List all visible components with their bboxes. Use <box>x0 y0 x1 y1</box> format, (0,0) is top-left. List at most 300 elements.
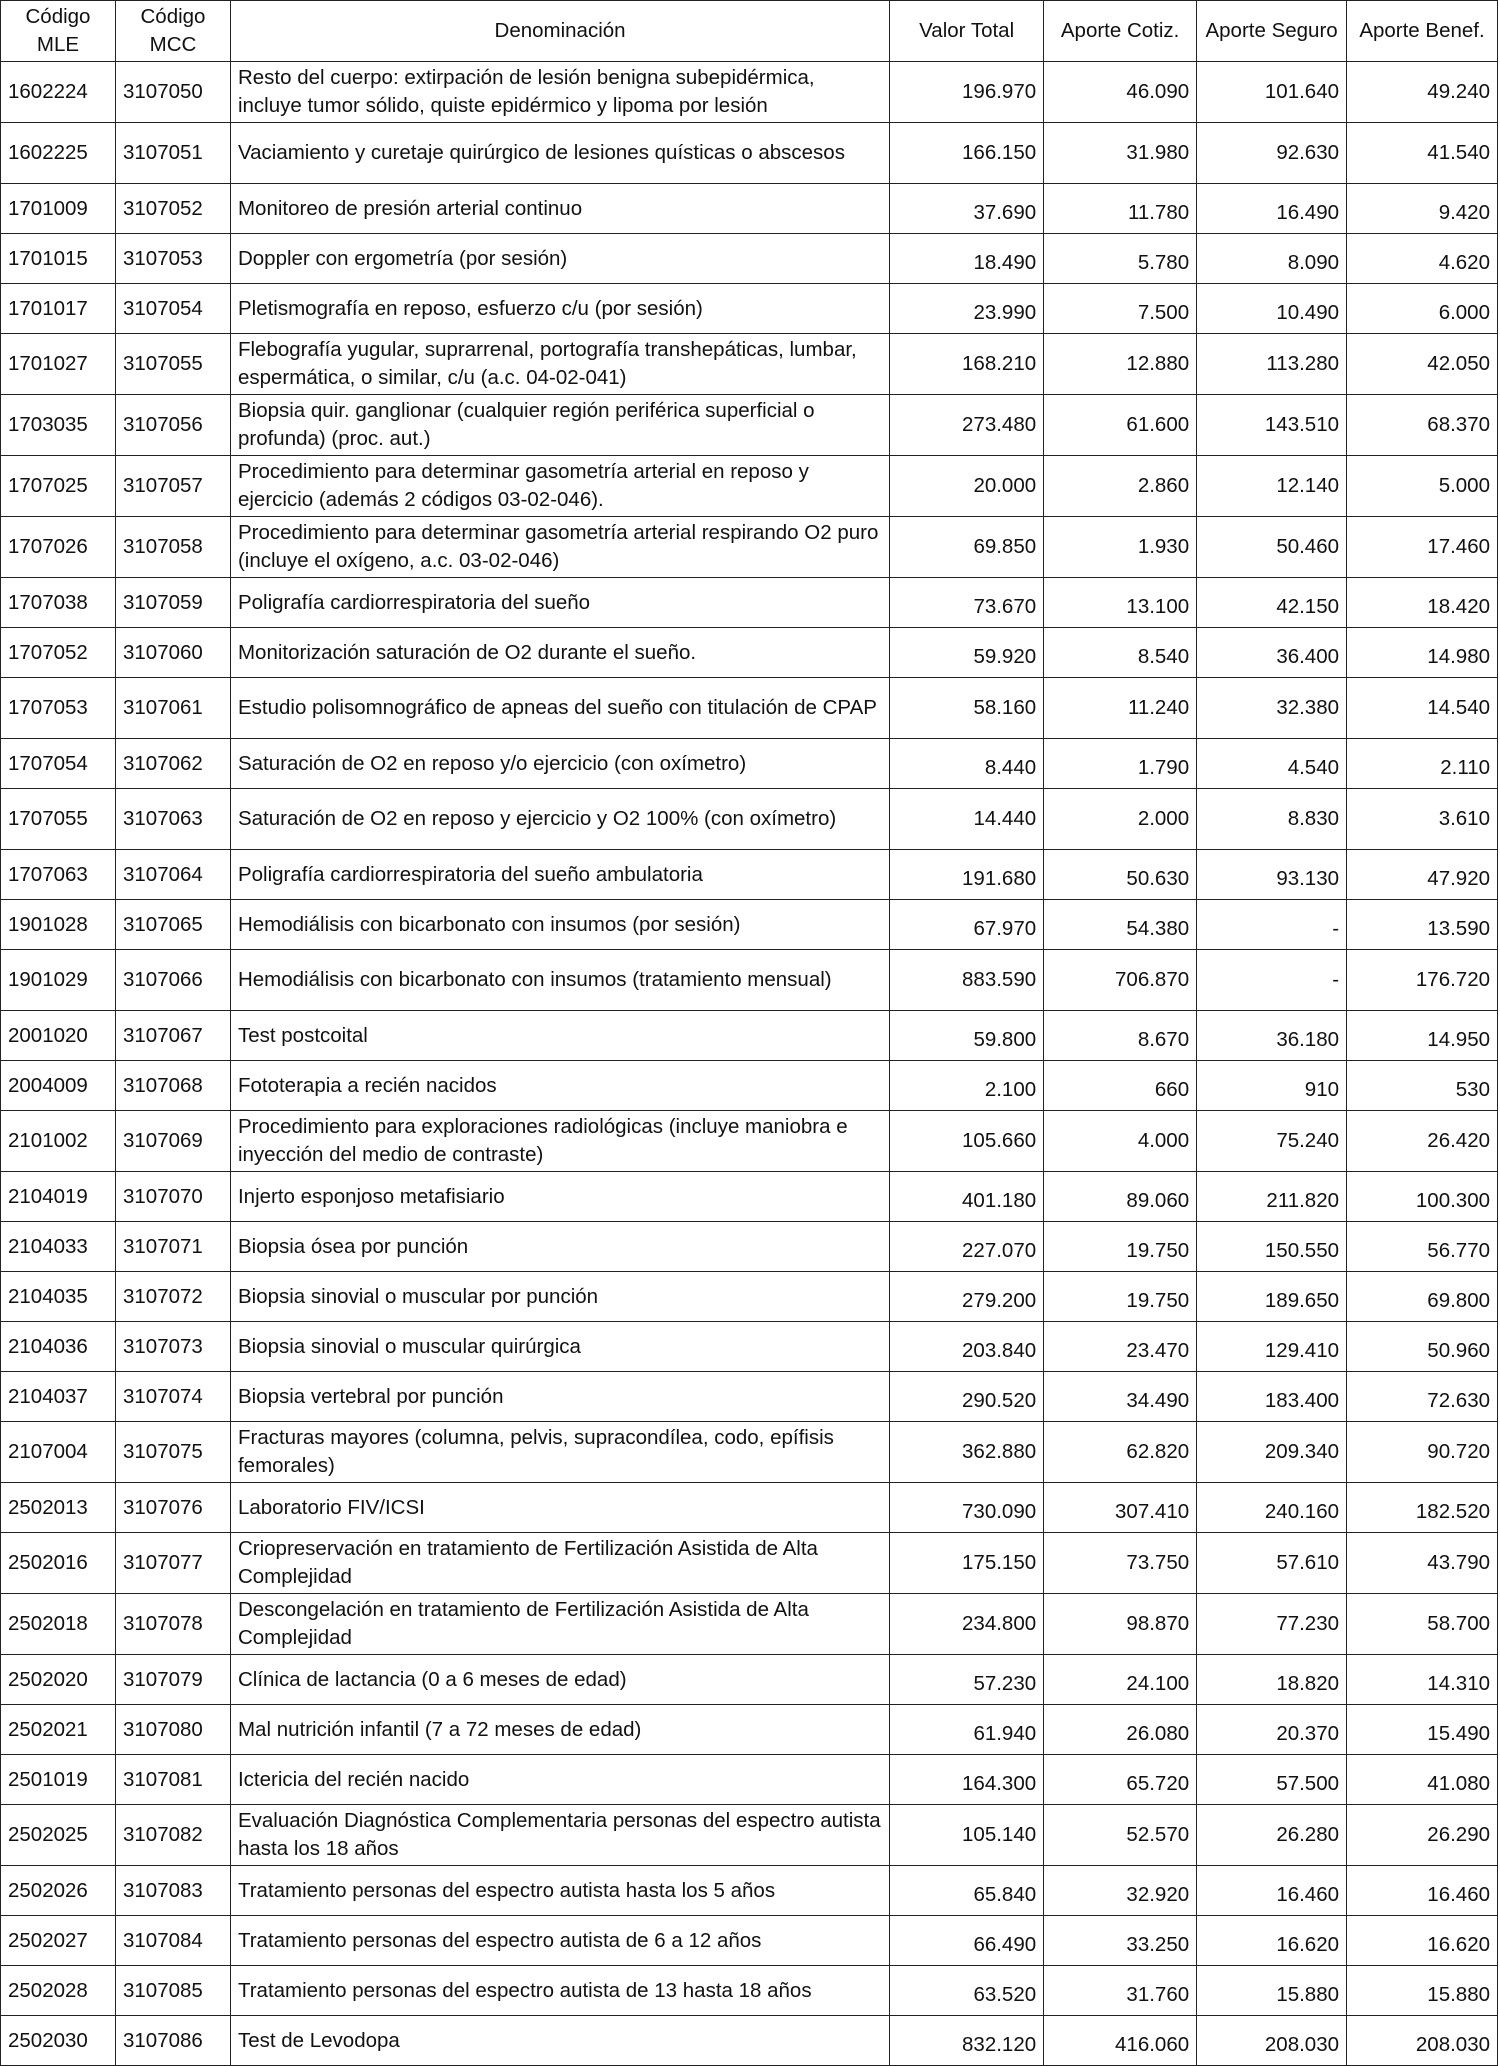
cell-codigo-mcc: 3107055 <box>115 334 230 395</box>
table-row <box>1 678 1498 739</box>
table-row <box>1 1111 1498 1172</box>
cell-aporte-benef: 176.720 <box>1347 950 1498 1011</box>
cell-aporte-cotiz: 61.600 <box>1044 395 1197 456</box>
cell-codigo-mcc: 3107066 <box>115 950 230 1011</box>
table-row <box>1 1272 1498 1322</box>
cell-aporte-benef: 26.420 <box>1347 1111 1498 1172</box>
cell-aporte-seguro: - <box>1197 900 1347 950</box>
cell-valor-total: 59.800 <box>890 1011 1044 1061</box>
cell-denominacion: Poligrafía cardiorrespiratoria del sueño ambulatoria <box>230 850 889 900</box>
cell-aporte-benef: 41.540 <box>1347 123 1498 184</box>
cell-aporte-benef: 41.080 <box>1347 1755 1498 1805</box>
cell-aporte-seguro: 189.650 <box>1197 1272 1347 1322</box>
cell-aporte-benef: 14.310 <box>1347 1655 1498 1705</box>
cell-valor-total: 73.670 <box>890 578 1044 628</box>
cell-aporte-benef: 16.460 <box>1347 1866 1498 1916</box>
cell-codigo-mle: 2104019 <box>1 1172 116 1222</box>
cell-denominacion: Evaluación Diagnóstica Complementaria personas del espectro autista hasta los 18 años <box>230 1805 889 1866</box>
cell-codigo-mle: 2502018 <box>1 1594 116 1655</box>
cell-aporte-seguro: 129.410 <box>1197 1322 1347 1372</box>
cell-codigo-mcc: 3107062 <box>115 739 230 789</box>
cell-valor-total: 57.230 <box>890 1655 1044 1705</box>
table-row <box>1 789 1498 850</box>
cell-aporte-cotiz: 19.750 <box>1044 1272 1197 1322</box>
cell-codigo-mle: 1701015 <box>1 234 116 284</box>
cell-valor-total: 2.100 <box>890 1061 1044 1111</box>
cell-codigo-mcc: 3107067 <box>115 1011 230 1061</box>
cell-aporte-seguro: 20.370 <box>1197 1705 1347 1755</box>
cell-aporte-cotiz: 660 <box>1044 1061 1197 1111</box>
cell-denominacion: Vaciamiento y curetaje quirúrgico de lesiones quísticas o abscesos <box>230 123 889 184</box>
cell-aporte-benef: 90.720 <box>1347 1422 1498 1483</box>
cell-aporte-benef: 17.460 <box>1347 517 1498 578</box>
cell-codigo-mle: 1701017 <box>1 284 116 334</box>
cell-denominacion: Biopsia sinovial o muscular quirúrgica <box>230 1322 889 1372</box>
cell-valor-total: 23.990 <box>890 284 1044 334</box>
cell-valor-total: 164.300 <box>890 1755 1044 1805</box>
cell-codigo-mcc: 3107084 <box>115 1916 230 1966</box>
cell-codigo-mle: 2107004 <box>1 1422 116 1483</box>
cell-aporte-cotiz: 50.630 <box>1044 850 1197 900</box>
cell-codigo-mle: 1707038 <box>1 578 116 628</box>
cell-codigo-mcc: 3107058 <box>115 517 230 578</box>
cell-denominacion: Procedimiento para determinar gasometría arterial en reposo y ejercicio (además 2 códigos 03-02-046). <box>230 456 889 517</box>
cell-aporte-cotiz: 89.060 <box>1044 1172 1197 1222</box>
cell-aporte-seguro: 113.280 <box>1197 334 1347 395</box>
cell-aporte-benef: 42.050 <box>1347 334 1498 395</box>
table-row <box>1 1705 1498 1755</box>
cell-codigo-mle: 2501019 <box>1 1755 116 1805</box>
cell-codigo-mcc: 3107075 <box>115 1422 230 1483</box>
table-row <box>1 1011 1498 1061</box>
cell-codigo-mle: 2104035 <box>1 1272 116 1322</box>
cell-denominacion: Hemodiálisis con bicarbonato con insumos (tratamiento mensual) <box>230 950 889 1011</box>
cell-valor-total: 832.120 <box>890 2016 1044 2066</box>
cell-codigo-mcc: 3107073 <box>115 1322 230 1372</box>
header-codigo-mcc: Código MCC <box>115 1 230 62</box>
cell-aporte-seguro: 4.540 <box>1197 739 1347 789</box>
table-row <box>1 517 1498 578</box>
cell-aporte-seguro: 57.610 <box>1197 1533 1347 1594</box>
table-row <box>1 1372 1498 1422</box>
cell-codigo-mle: 2502030 <box>1 2016 116 2066</box>
cell-aporte-cotiz: 7.500 <box>1044 284 1197 334</box>
cell-aporte-benef: 14.540 <box>1347 678 1498 739</box>
cell-aporte-seguro: 42.150 <box>1197 578 1347 628</box>
cell-codigo-mcc: 3107070 <box>115 1172 230 1222</box>
cell-aporte-benef: 18.420 <box>1347 578 1498 628</box>
table-row <box>1 739 1498 789</box>
cell-aporte-benef: 58.700 <box>1347 1594 1498 1655</box>
cell-aporte-benef: 208.030 <box>1347 2016 1498 2066</box>
cell-codigo-mle: 1901029 <box>1 950 116 1011</box>
cell-codigo-mle: 1707055 <box>1 789 116 850</box>
table-row <box>1 1866 1498 1916</box>
cell-codigo-mle: 2502028 <box>1 1966 116 2016</box>
cell-aporte-seguro: 93.130 <box>1197 850 1347 900</box>
cell-codigo-mcc: 3107080 <box>115 1705 230 1755</box>
cell-codigo-mcc: 3107054 <box>115 284 230 334</box>
cell-aporte-cotiz: 8.670 <box>1044 1011 1197 1061</box>
cell-codigo-mcc: 3107072 <box>115 1272 230 1322</box>
cell-aporte-benef: 13.590 <box>1347 900 1498 950</box>
cell-valor-total: 168.210 <box>890 334 1044 395</box>
header-row <box>1 1 1498 62</box>
cell-aporte-benef: 43.790 <box>1347 1533 1498 1594</box>
cell-codigo-mcc: 3107051 <box>115 123 230 184</box>
cell-aporte-seguro: 150.550 <box>1197 1222 1347 1272</box>
cell-codigo-mle: 1707026 <box>1 517 116 578</box>
table-row <box>1 1322 1498 1372</box>
cell-aporte-cotiz: 706.870 <box>1044 950 1197 1011</box>
cell-aporte-seguro: 92.630 <box>1197 123 1347 184</box>
cell-valor-total: 175.150 <box>890 1533 1044 1594</box>
cell-aporte-cotiz: 19.750 <box>1044 1222 1197 1272</box>
cell-valor-total: 203.840 <box>890 1322 1044 1372</box>
cell-aporte-seguro: 208.030 <box>1197 2016 1347 2066</box>
cell-denominacion: Procedimiento para determinar gasometría arterial respirando O2 puro (incluye el oxígeno, a.c. 03-02-046) <box>230 517 889 578</box>
table-row <box>1 1061 1498 1111</box>
cell-denominacion: Test de Levodopa <box>230 2016 889 2066</box>
cell-aporte-cotiz: 1.790 <box>1044 739 1197 789</box>
cell-aporte-cotiz: 307.410 <box>1044 1483 1197 1533</box>
table-row <box>1 628 1498 678</box>
cell-valor-total: 401.180 <box>890 1172 1044 1222</box>
cell-aporte-cotiz: 52.570 <box>1044 1805 1197 1866</box>
cell-aporte-benef: 14.950 <box>1347 1011 1498 1061</box>
cell-aporte-seguro: - <box>1197 950 1347 1011</box>
cell-aporte-cotiz: 98.870 <box>1044 1594 1197 1655</box>
cell-aporte-cotiz: 1.930 <box>1044 517 1197 578</box>
cell-codigo-mle: 1707063 <box>1 850 116 900</box>
cell-valor-total: 166.150 <box>890 123 1044 184</box>
cell-aporte-benef: 56.770 <box>1347 1222 1498 1272</box>
cell-aporte-benef: 16.620 <box>1347 1916 1498 1966</box>
cell-denominacion: Biopsia sinovial o muscular por punción <box>230 1272 889 1322</box>
table-row <box>1 1655 1498 1705</box>
cell-aporte-cotiz: 46.090 <box>1044 62 1197 123</box>
cell-aporte-benef: 9.420 <box>1347 184 1498 234</box>
table-row <box>1 234 1498 284</box>
header-valor-total: Valor Total <box>890 1 1044 62</box>
table-row <box>1 395 1498 456</box>
cell-codigo-mle: 2004009 <box>1 1061 116 1111</box>
cell-aporte-benef: 6.000 <box>1347 284 1498 334</box>
cell-aporte-seguro: 57.500 <box>1197 1755 1347 1805</box>
cell-aporte-benef: 72.630 <box>1347 1372 1498 1422</box>
cell-codigo-mle: 1701009 <box>1 184 116 234</box>
cell-valor-total: 63.520 <box>890 1966 1044 2016</box>
cell-codigo-mle: 1901028 <box>1 900 116 950</box>
cell-aporte-cotiz: 2.000 <box>1044 789 1197 850</box>
cell-denominacion: Fracturas mayores (columna, pelvis, supracondílea, codo, epífisis femorales) <box>230 1422 889 1483</box>
cell-denominacion: Clínica de lactancia (0 a 6 meses de edad) <box>230 1655 889 1705</box>
cell-codigo-mcc: 3107074 <box>115 1372 230 1422</box>
table-row <box>1 1594 1498 1655</box>
cell-codigo-mle: 1707052 <box>1 628 116 678</box>
cell-aporte-cotiz: 13.100 <box>1044 578 1197 628</box>
cell-valor-total: 290.520 <box>890 1372 1044 1422</box>
cell-denominacion: Ictericia del recién nacido <box>230 1755 889 1805</box>
cell-denominacion: Hemodiálisis con bicarbonato con insumos (por sesión) <box>230 900 889 950</box>
cell-aporte-cotiz: 62.820 <box>1044 1422 1197 1483</box>
cell-codigo-mcc: 3107078 <box>115 1594 230 1655</box>
cell-denominacion: Tratamiento personas del espectro autista hasta los 5 años <box>230 1866 889 1916</box>
cell-codigo-mcc: 3107079 <box>115 1655 230 1705</box>
table-row <box>1 1172 1498 1222</box>
table-row <box>1 1966 1498 2016</box>
table-row <box>1 850 1498 900</box>
cell-codigo-mle: 2502020 <box>1 1655 116 1705</box>
cell-aporte-benef: 50.960 <box>1347 1322 1498 1372</box>
table-row <box>1 456 1498 517</box>
cell-aporte-seguro: 18.820 <box>1197 1655 1347 1705</box>
table-row <box>1 1483 1498 1533</box>
cell-codigo-mcc: 3107069 <box>115 1111 230 1172</box>
cell-denominacion: Biopsia quir. ganglionar (cualquier región periférica superficial o profunda) (proc. aut.) <box>230 395 889 456</box>
cell-codigo-mle: 2502021 <box>1 1705 116 1755</box>
cell-aporte-seguro: 211.820 <box>1197 1172 1347 1222</box>
cell-denominacion: Laboratorio FIV/ICSI <box>230 1483 889 1533</box>
cell-aporte-benef: 49.240 <box>1347 62 1498 123</box>
cell-aporte-seguro: 910 <box>1197 1061 1347 1111</box>
cell-aporte-cotiz: 11.780 <box>1044 184 1197 234</box>
cell-aporte-benef: 68.370 <box>1347 395 1498 456</box>
cell-denominacion: Resto del cuerpo: extirpación de lesión benigna subepidérmica, incluye tumor sólido, quiste epidérmico y lipoma por lesión <box>230 62 889 123</box>
cell-aporte-seguro: 209.340 <box>1197 1422 1347 1483</box>
cell-codigo-mle: 1602224 <box>1 62 116 123</box>
cell-valor-total: 362.880 <box>890 1422 1044 1483</box>
cell-codigo-mcc: 3107050 <box>115 62 230 123</box>
table-row <box>1 1533 1498 1594</box>
cell-denominacion: Monitoreo de presión arterial continuo <box>230 184 889 234</box>
cell-codigo-mle: 1707053 <box>1 678 116 739</box>
cell-aporte-cotiz: 5.780 <box>1044 234 1197 284</box>
cell-aporte-cotiz: 73.750 <box>1044 1533 1197 1594</box>
table-row <box>1 2016 1498 2066</box>
cell-denominacion: Estudio polisomnográfico de apneas del sueño con titulación de CPAP <box>230 678 889 739</box>
cell-denominacion: Descongelación en tratamiento de Fertilización Asistida de Alta Complejidad <box>230 1594 889 1655</box>
cell-codigo-mle: 1701027 <box>1 334 116 395</box>
cell-valor-total: 61.940 <box>890 1705 1044 1755</box>
table-row <box>1 578 1498 628</box>
cell-aporte-benef: 182.520 <box>1347 1483 1498 1533</box>
cell-codigo-mcc: 3107057 <box>115 456 230 517</box>
cell-aporte-cotiz: 26.080 <box>1044 1705 1197 1755</box>
cell-codigo-mle: 2502025 <box>1 1805 116 1866</box>
cell-codigo-mcc: 3107082 <box>115 1805 230 1866</box>
cell-denominacion: Criopreservación en tratamiento de Fertilización Asistida de Alta Complejidad <box>230 1533 889 1594</box>
table-row <box>1 62 1498 123</box>
table-row <box>1 1805 1498 1866</box>
cell-aporte-seguro: 75.240 <box>1197 1111 1347 1172</box>
cell-aporte-seguro: 240.160 <box>1197 1483 1347 1533</box>
cell-codigo-mle: 2104033 <box>1 1222 116 1272</box>
cell-valor-total: 18.490 <box>890 234 1044 284</box>
cell-valor-total: 65.840 <box>890 1866 1044 1916</box>
cell-codigo-mcc: 3107053 <box>115 234 230 284</box>
cell-aporte-benef: 47.920 <box>1347 850 1498 900</box>
cell-aporte-seguro: 26.280 <box>1197 1805 1347 1866</box>
cell-valor-total: 227.070 <box>890 1222 1044 1272</box>
cell-codigo-mcc: 3107064 <box>115 850 230 900</box>
cell-aporte-seguro: 32.380 <box>1197 678 1347 739</box>
table-row <box>1 950 1498 1011</box>
cell-aporte-cotiz: 12.880 <box>1044 334 1197 395</box>
cell-valor-total: 730.090 <box>890 1483 1044 1533</box>
cell-denominacion: Fototerapia a recién nacidos <box>230 1061 889 1111</box>
cell-denominacion: Tratamiento personas del espectro autista de 6 a 12 años <box>230 1916 889 1966</box>
cell-valor-total: 196.970 <box>890 62 1044 123</box>
cell-aporte-seguro: 12.140 <box>1197 456 1347 517</box>
cell-codigo-mle: 1602225 <box>1 123 116 184</box>
table-row <box>1 284 1498 334</box>
cell-denominacion: Injerto esponjoso metafisiario <box>230 1172 889 1222</box>
cell-denominacion: Poligrafía cardiorrespiratoria del sueño <box>230 578 889 628</box>
cell-denominacion: Pletismografía en reposo, esfuerzo c/u (por sesión) <box>230 284 889 334</box>
cell-aporte-seguro: 16.460 <box>1197 1866 1347 1916</box>
cell-aporte-cotiz: 31.980 <box>1044 123 1197 184</box>
cell-codigo-mcc: 3107065 <box>115 900 230 950</box>
cell-valor-total: 59.920 <box>890 628 1044 678</box>
cell-aporte-benef: 2.110 <box>1347 739 1498 789</box>
cell-codigo-mcc: 3107059 <box>115 578 230 628</box>
cell-aporte-benef: 15.490 <box>1347 1705 1498 1755</box>
cell-aporte-seguro: 36.180 <box>1197 1011 1347 1061</box>
cell-aporte-seguro: 10.490 <box>1197 284 1347 334</box>
cell-codigo-mle: 2502016 <box>1 1533 116 1594</box>
cell-codigo-mcc: 3107083 <box>115 1866 230 1916</box>
cell-valor-total: 279.200 <box>890 1272 1044 1322</box>
cell-denominacion: Tratamiento personas del espectro autista de 13 hasta 18 años <box>230 1966 889 2016</box>
cell-aporte-cotiz: 416.060 <box>1044 2016 1197 2066</box>
cell-aporte-seguro: 8.090 <box>1197 234 1347 284</box>
cell-codigo-mcc: 3107068 <box>115 1061 230 1111</box>
cell-codigo-mcc: 3107056 <box>115 395 230 456</box>
cell-valor-total: 191.680 <box>890 850 1044 900</box>
cell-aporte-seguro: 16.620 <box>1197 1916 1347 1966</box>
cell-denominacion: Test postcoital <box>230 1011 889 1061</box>
cell-codigo-mle: 2104037 <box>1 1372 116 1422</box>
cell-aporte-benef: 5.000 <box>1347 456 1498 517</box>
cell-valor-total: 234.800 <box>890 1594 1044 1655</box>
cell-aporte-cotiz: 54.380 <box>1044 900 1197 950</box>
cell-denominacion: Biopsia ósea por punción <box>230 1222 889 1272</box>
cell-valor-total: 67.970 <box>890 900 1044 950</box>
cell-valor-total: 273.480 <box>890 395 1044 456</box>
cell-codigo-mcc: 3107076 <box>115 1483 230 1533</box>
cell-aporte-seguro: 143.510 <box>1197 395 1347 456</box>
cell-aporte-cotiz: 31.760 <box>1044 1966 1197 2016</box>
cell-aporte-benef: 3.610 <box>1347 789 1498 850</box>
cell-aporte-cotiz: 23.470 <box>1044 1322 1197 1372</box>
cell-aporte-benef: 69.800 <box>1347 1272 1498 1322</box>
cell-aporte-seguro: 183.400 <box>1197 1372 1347 1422</box>
header-aporte-benef: Aporte Benef. <box>1347 1 1498 62</box>
cell-aporte-seguro: 101.640 <box>1197 62 1347 123</box>
cell-codigo-mcc: 3107081 <box>115 1755 230 1805</box>
cell-aporte-seguro: 15.880 <box>1197 1966 1347 2016</box>
cell-codigo-mle: 2001020 <box>1 1011 116 1061</box>
table-row <box>1 900 1498 950</box>
cell-codigo-mle: 2502013 <box>1 1483 116 1533</box>
cell-denominacion: Doppler con ergometría (por sesión) <box>230 234 889 284</box>
cell-codigo-mle: 2104036 <box>1 1322 116 1372</box>
table-row <box>1 123 1498 184</box>
header-codigo-mle: Código MLE <box>1 1 116 62</box>
cell-denominacion: Monitorización saturación de O2 durante el sueño. <box>230 628 889 678</box>
cell-valor-total: 58.160 <box>890 678 1044 739</box>
cell-valor-total: 20.000 <box>890 456 1044 517</box>
cell-valor-total: 66.490 <box>890 1916 1044 1966</box>
cell-aporte-cotiz: 32.920 <box>1044 1866 1197 1916</box>
cell-aporte-seguro: 77.230 <box>1197 1594 1347 1655</box>
table-row <box>1 184 1498 234</box>
cell-valor-total: 37.690 <box>890 184 1044 234</box>
cell-valor-total: 69.850 <box>890 517 1044 578</box>
cell-valor-total: 8.440 <box>890 739 1044 789</box>
cell-denominacion: Mal nutrición infantil (7 a 72 meses de edad) <box>230 1705 889 1755</box>
cell-aporte-benef: 100.300 <box>1347 1172 1498 1222</box>
cell-codigo-mcc: 3107052 <box>115 184 230 234</box>
cell-aporte-cotiz: 11.240 <box>1044 678 1197 739</box>
cell-denominacion: Saturación de O2 en reposo y ejercicio y O2 100% (con oxímetro) <box>230 789 889 850</box>
cell-aporte-cotiz: 24.100 <box>1044 1655 1197 1705</box>
cell-codigo-mcc: 3107086 <box>115 2016 230 2066</box>
cell-aporte-seguro: 50.460 <box>1197 517 1347 578</box>
cell-aporte-cotiz: 65.720 <box>1044 1755 1197 1805</box>
table-row <box>1 1916 1498 1966</box>
cell-codigo-mcc: 3107085 <box>115 1966 230 2016</box>
cell-codigo-mle: 2101002 <box>1 1111 116 1172</box>
table-row <box>1 1222 1498 1272</box>
cell-denominacion: Procedimiento para exploraciones radiológicas (incluye maniobra e inyección del medio de contraste) <box>230 1111 889 1172</box>
cell-codigo-mle: 2502026 <box>1 1866 116 1916</box>
cell-aporte-cotiz: 33.250 <box>1044 1916 1197 1966</box>
cell-aporte-cotiz: 2.860 <box>1044 456 1197 517</box>
table-row <box>1 1755 1498 1805</box>
cell-aporte-benef: 4.620 <box>1347 234 1498 284</box>
cell-codigo-mcc: 3107071 <box>115 1222 230 1272</box>
cell-denominacion: Saturación de O2 en reposo y/o ejercicio (con oxímetro) <box>230 739 889 789</box>
header-denominacion: Denominación <box>230 1 889 62</box>
cell-aporte-benef: 530 <box>1347 1061 1498 1111</box>
header-aporte-seguro: Aporte Seguro <box>1197 1 1347 62</box>
cell-codigo-mle: 1707025 <box>1 456 116 517</box>
cell-aporte-benef: 26.290 <box>1347 1805 1498 1866</box>
cell-aporte-cotiz: 4.000 <box>1044 1111 1197 1172</box>
header-aporte-cotiz: Aporte Cotiz. <box>1044 1 1197 62</box>
cell-aporte-seguro: 16.490 <box>1197 184 1347 234</box>
table-body <box>1 62 1498 2066</box>
cell-codigo-mcc: 3107060 <box>115 628 230 678</box>
cell-aporte-cotiz: 8.540 <box>1044 628 1197 678</box>
cell-codigo-mle: 2502027 <box>1 1916 116 1966</box>
cell-valor-total: 14.440 <box>890 789 1044 850</box>
cell-aporte-benef: 14.980 <box>1347 628 1498 678</box>
cell-denominacion: Flebografía yugular, suprarrenal, portografía transhepáticas, lumbar, espermática, o similar, c/u (a.c. 04-02-041) <box>230 334 889 395</box>
cell-codigo-mle: 1707054 <box>1 739 116 789</box>
cell-denominacion: Biopsia vertebral por punción <box>230 1372 889 1422</box>
cell-valor-total: 105.660 <box>890 1111 1044 1172</box>
cell-aporte-seguro: 36.400 <box>1197 628 1347 678</box>
cell-aporte-seguro: 8.830 <box>1197 789 1347 850</box>
cell-aporte-cotiz: 34.490 <box>1044 1372 1197 1422</box>
cell-valor-total: 883.590 <box>890 950 1044 1011</box>
cell-codigo-mcc: 3107077 <box>115 1533 230 1594</box>
cell-codigo-mcc: 3107061 <box>115 678 230 739</box>
cell-valor-total: 105.140 <box>890 1805 1044 1866</box>
